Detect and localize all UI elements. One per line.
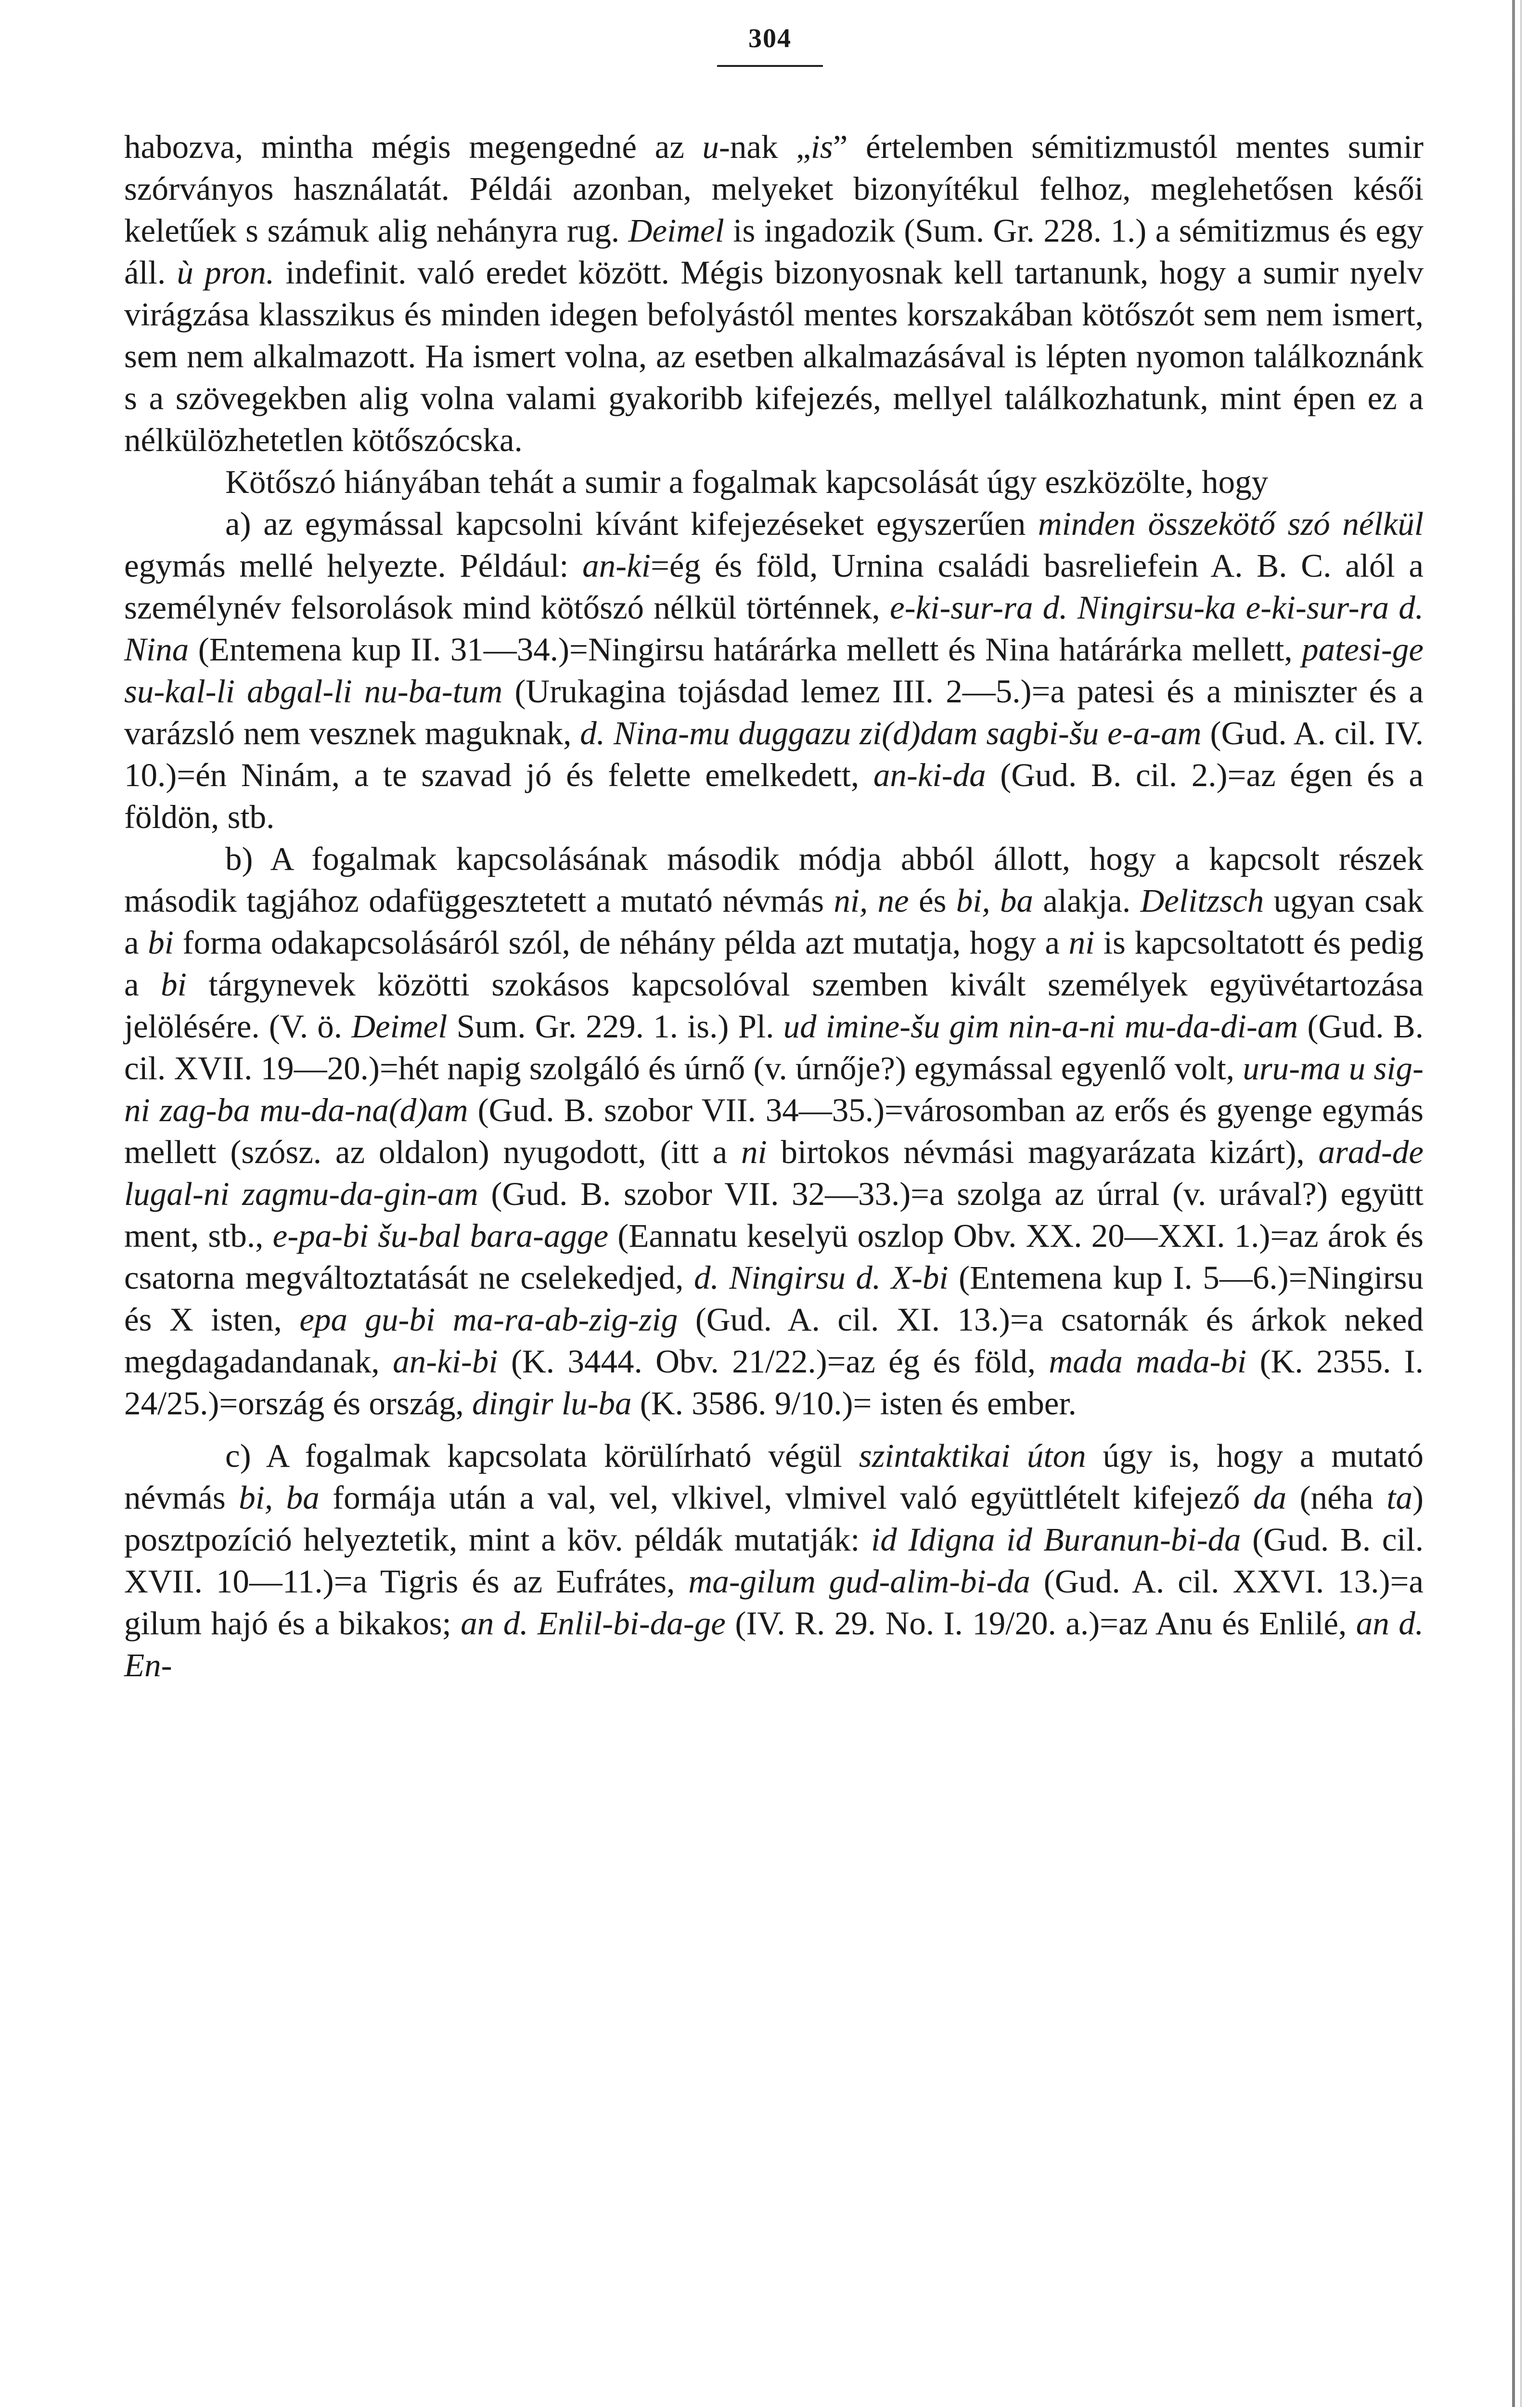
- italic-term: arad-de lugal-ni zagmu-da-gin-am: [124, 1134, 1424, 1212]
- italic-term: id Idigna id Buranun-bi-da: [871, 1521, 1241, 1558]
- text-run: =ég és föld, Urnina családi basreliefein A. B. C. alól a személynév felsorolások mind kötőszó nélkül történnek,: [124, 547, 1424, 626]
- italic-term: Deimel: [351, 1008, 448, 1045]
- italic-term: ni: [1068, 924, 1095, 961]
- page-number: 304: [748, 24, 792, 53]
- italic-term: da: [1253, 1479, 1287, 1516]
- italic-term: an-ki-da: [873, 757, 986, 793]
- text-run: (Gud. A. cil. XXVI. 13.)=a gilum hajó és a bikakos;: [124, 1563, 1424, 1642]
- italic-term: an-ki: [582, 547, 651, 584]
- text-run: úgy is, hogy a mutató névmás: [124, 1437, 1424, 1516]
- italic-term: an-ki-bi: [393, 1343, 498, 1380]
- italic-term: d. Nina-mu duggazu zi(d)dam sagbi-šu e-a-am: [580, 715, 1202, 751]
- paragraph-continuation: [124, 126, 1424, 461]
- italic-term: Deimel: [628, 212, 724, 249]
- text-run: (Gud. B. cil. XVII. 19—20.)=hét napig szolgáló és úrnő (v. úrnője?) egymással egyenlő volt,: [124, 1008, 1424, 1087]
- paragraph-a-osszekoto-szo-nelkul: [124, 503, 1424, 838]
- italic-term: bi: [161, 966, 187, 1003]
- italic-term: d. Ningirsu d. X-bi: [693, 1259, 949, 1296]
- text-run: is kapcsoltatott és pedig a: [124, 924, 1424, 1003]
- text-run: (K. 3444. Obv. 21/22.)=az ég és föld,: [498, 1343, 1049, 1380]
- text-run: Sum. Gr. 229. 1. is.) Pl.: [447, 1008, 783, 1045]
- text-run: (Entemena kup I. 5—6.)=Ningirsu és X isten,: [124, 1259, 1424, 1338]
- text-run: birtokos névmási magyarázata kizárt),: [767, 1134, 1319, 1170]
- body-text: [124, 126, 1424, 1686]
- italic-term: minden összekötő szó nélkül: [1038, 505, 1424, 542]
- italic-term: bi: [148, 924, 174, 961]
- text-run: ” értelemben sémitizmustól mentes sumir szórványos használatát. Példái azonban, melyeket bizonyítékul felhoz, meglehetősen késői keletűek s számuk alig nehányra rug.: [124, 129, 1424, 249]
- italic-term: ù pron.: [177, 254, 275, 291]
- text-run: indefinit. való eredet között. Mégis bizonyosnak kell tartanunk, hogy a sumir nyelv virágzása klasszikus és minden idegen befolyástól mentes korszakában kötőszót sem nem ismert, sem nem alkalmazott. Ha ismert volna, az esetben alkalmazásával is lépten nyomon találkoznánk s a szövegekben alig volna valami gyakoribb kifejezés, mellyel találkozhatunk, mint épen ez a nélkülözhetetlen kötőszócska.: [124, 254, 1424, 458]
- text-run: (Gud. B. cil. 2.)=az égen és a földön, stb.: [124, 757, 1424, 835]
- text-run: (K. 2355. I. 24/25.)=ország és ország,: [124, 1343, 1424, 1422]
- paragraph-b-mutato-nevmas: [124, 838, 1424, 1424]
- text-run: habozva, mintha mégis megengedné az: [124, 129, 703, 165]
- italic-term: epa gu-bi ma-ra-ab-zig-zig: [299, 1301, 678, 1338]
- text-run: -nak „: [719, 129, 811, 165]
- italic-term: u: [702, 129, 719, 165]
- text-run: (K. 3586. 9/10.)= isten és ember.: [631, 1385, 1077, 1422]
- text-run: és: [909, 882, 956, 919]
- text-run: tárgynevek közötti szokásos kapcsolóval szemben kivált személyek együvétartozása jelölésére. (V. ö.: [124, 966, 1424, 1045]
- text-run: c) A fogalmak kapcsolata körülírható végül: [225, 1437, 859, 1474]
- italic-term: is: [810, 129, 833, 165]
- scan-edge-shadow: [1512, 0, 1515, 2407]
- text-run: (Gud. A. cil. IV. 10.)=én Ninám, a te szavad jó és felette emelkedett,: [124, 715, 1424, 793]
- italic-term: bi, ba: [239, 1479, 320, 1516]
- page-number-underline: [717, 65, 823, 67]
- text-run: (Gud. B. szobor VII. 34—35.)=városomban az erős és gyenge egymás mellett (szósz. az oldalon) nyugodott, (itt a: [124, 1092, 1424, 1170]
- text-run: alakja.: [1033, 882, 1141, 919]
- italic-term: e-ki-sur-ra d. Ningirsu-ka e-ki-sur-ra d. Nina: [124, 589, 1424, 668]
- text-run: is ingadozik (Sum. Gr. 228. 1.) a sémitizmus és egy áll.: [124, 212, 1424, 291]
- text-run: forma odakapcsolásáról szól, de néhány példa azt mutatja, hogy a: [173, 924, 1069, 961]
- text-run: (IV. R. 29. No. I. 19/20. a.)=az Anu és Enlilé,: [725, 1605, 1356, 1642]
- italic-term: mada mada-bi: [1049, 1343, 1247, 1380]
- paragraph-c-szintaktikai-uton: [124, 1435, 1424, 1686]
- italic-term: ma-gilum gud-alim-bi-da: [688, 1563, 1030, 1600]
- text-run: ugyan csak a: [124, 882, 1424, 961]
- italic-term: ni: [741, 1134, 767, 1170]
- text-run: formája után a val, vel, vlkivel, vlmivel való együttlételt kifejező: [319, 1479, 1254, 1516]
- italic-term: dingir lu-ba: [472, 1385, 632, 1422]
- paragraph-kotoszo-hianyaban: [124, 461, 1424, 503]
- italic-term: ni, ne: [834, 882, 909, 919]
- text-run: (Entemena kup II. 31—34.)=Ningirsu határárka mellett és Nina határárka mellett,: [189, 631, 1302, 668]
- italic-term: szintaktikai úton: [859, 1437, 1086, 1474]
- text-run: ) posztpozíció helyeztetik, mint a köv. példák mutatják:: [124, 1479, 1424, 1558]
- text-run: Kötőszó hiányában tehát a sumir a fogalmak kapcsolását úgy eszközölte, hogy: [225, 464, 1269, 500]
- text-run: b) A fogalmak kapcsolásának második módja abból állott, hogy a kapcsolt részek második tagjához odafüggesztetett a mutató névmás: [124, 841, 1424, 919]
- italic-term: uru-ma u sig-ni zag-ba mu-da-na(d)am: [124, 1050, 1424, 1128]
- italic-term: e-pa-bi šu-bal bara-agge: [272, 1217, 609, 1254]
- text-run: (néha: [1286, 1479, 1387, 1516]
- italic-term: ud imine-šu gim nin-a-ni mu-da-di-am: [783, 1008, 1298, 1045]
- italic-term: an d. Enlil-bi-da-ge: [461, 1605, 726, 1642]
- text-run: (Gud. B. szobor VII. 32—33.)=a szolga az úrral (v. urával?) együtt ment, stb.,: [124, 1176, 1424, 1254]
- text-run: egymás mellé helyezte. Például:: [124, 547, 583, 584]
- text-run: (Eannatu keselyü oszlop Obv. XX. 20—XXI. 1.)=az árok és csatorna megváltoztatását ne cselekedjed,: [124, 1217, 1424, 1296]
- italic-term: patesi-ge su-kal-li abgal-li nu-ba-tum: [124, 631, 1424, 710]
- text-run: (Gud. A. cil. XI. 13.)=a csatornák és árkok neked megdagadandanak,: [124, 1301, 1424, 1380]
- text-run: (Gud. B. cil. XVII. 10—11.)=a Tigris és az Eufrátes,: [124, 1521, 1424, 1600]
- text-run: (Urukagina tojásdad lemez III. 2—5.)=a patesi és a miniszter és a varázsló nem vesznek maguknak,: [124, 673, 1424, 751]
- text-run: a) az egymással kapcsolni kívánt kifejezéseket egyszerűen: [225, 505, 1038, 542]
- scan-edge-line: [1520, 0, 1522, 2407]
- italic-term: bi, ba: [956, 882, 1033, 919]
- italic-term: an d. En-: [124, 1605, 1424, 1683]
- italic-term: Delitzsch: [1140, 882, 1264, 919]
- italic-term: ta: [1386, 1479, 1413, 1516]
